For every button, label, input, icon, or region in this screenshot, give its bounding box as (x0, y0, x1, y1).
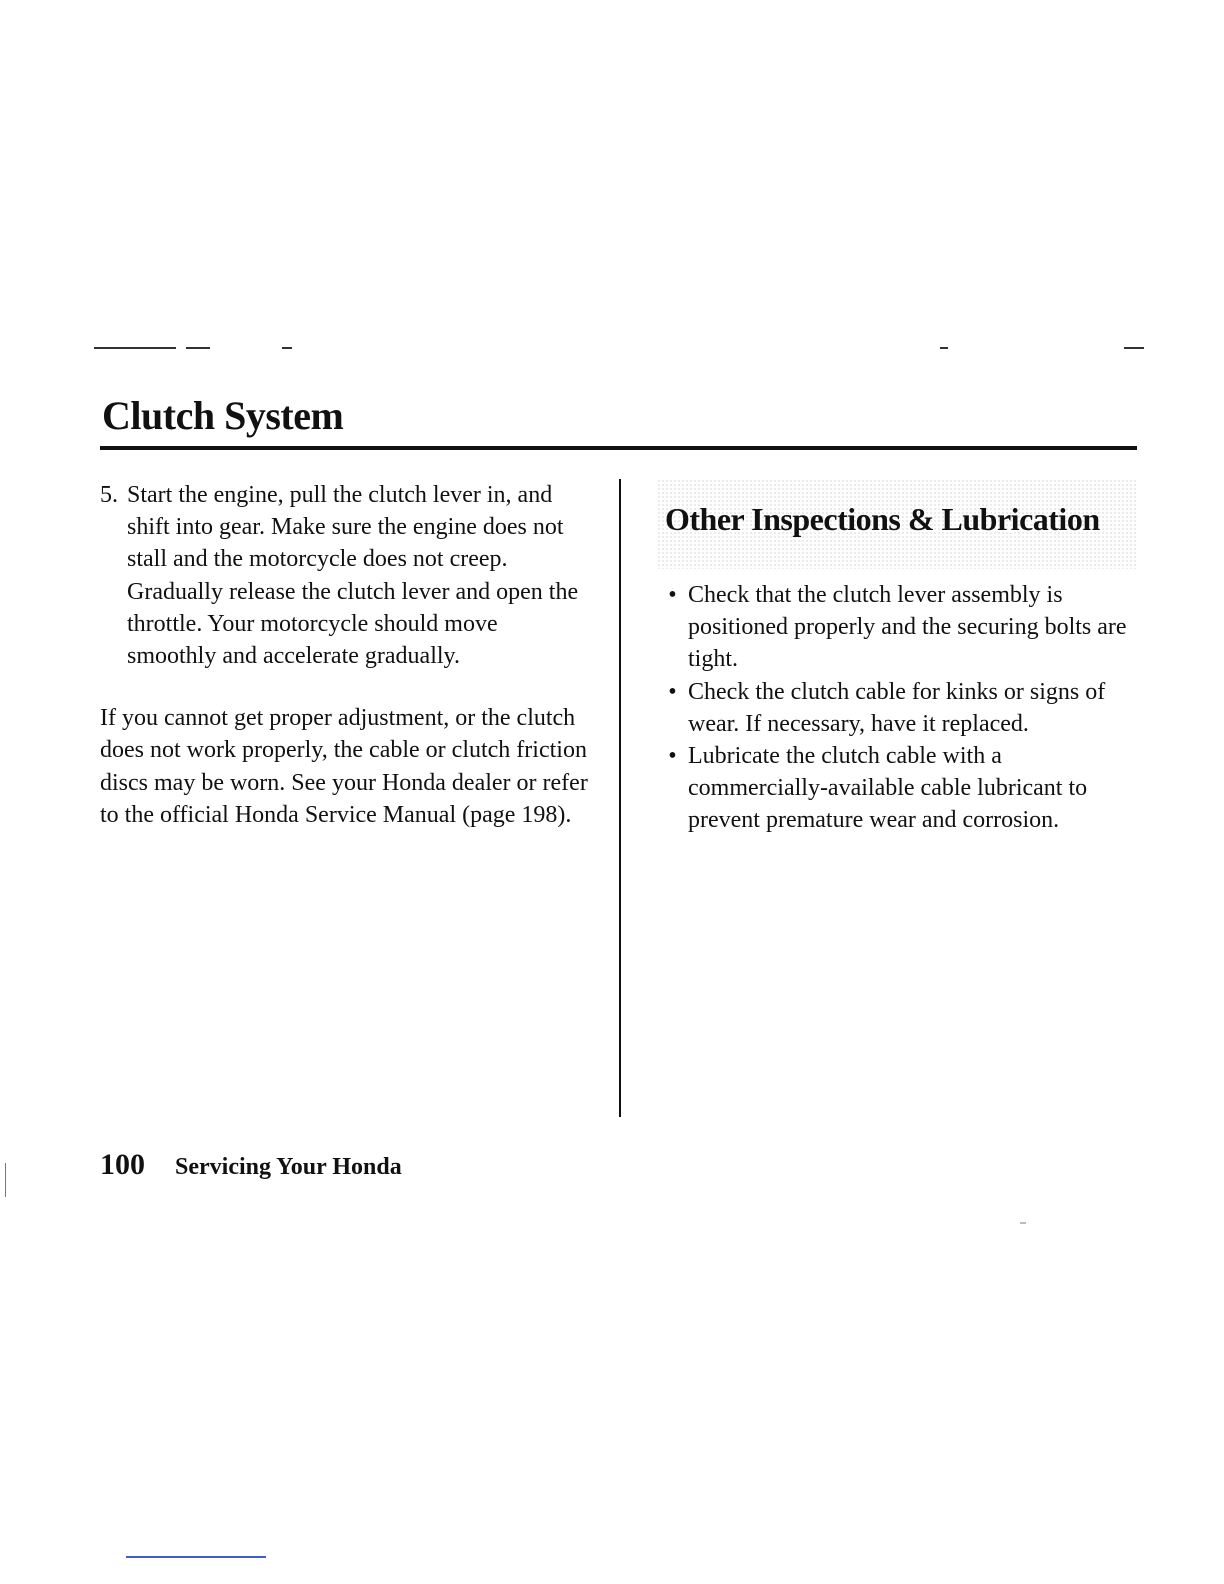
scan-mark (186, 347, 210, 349)
section-heading-band (657, 479, 1137, 569)
scan-mark (1124, 347, 1144, 349)
scan-mark (282, 347, 292, 349)
column-divider (619, 479, 621, 1117)
scan-mark (940, 347, 948, 349)
list-item (657, 740, 1137, 837)
bullet-icon: • (668, 743, 677, 770)
page-number: 100 (100, 1148, 145, 1181)
footer-section-title: Servicing Your Honda (175, 1154, 402, 1180)
left-column (100, 479, 590, 831)
right-column (657, 479, 1137, 837)
section-heading: Other Inspections & Lubrication (665, 501, 1100, 537)
bullet-icon: • (668, 582, 677, 608)
title-rule (100, 446, 1137, 450)
bottom-link-underline[interactable] (126, 1556, 266, 1558)
page-title: Clutch System (102, 393, 344, 438)
step-number: 5. (100, 482, 118, 508)
scan-mark (94, 347, 176, 349)
list-item (657, 579, 1137, 676)
scan-mark (1020, 1222, 1026, 1224)
page-footer (100, 1148, 402, 1182)
step-text: Start the engine, pull the clutch lever in, and shift into gear. Make sure the engine does not stall and the motorcycle does not creep. Gradually release the clutch lever and open the throttle. Your motorcycle should move smoothly and accelerate gradually. (127, 482, 579, 670)
list-item (657, 676, 1137, 740)
step-item (100, 479, 590, 672)
margin-mark (5, 1163, 6, 1197)
adjustment-paragraph: If you cannot get proper adjustment, or the clutch does not work properly, the cable or clutch friction discs may be worn. See your Honda dealer or refer to the official Honda Service Manual (page 198). (100, 705, 588, 828)
bullet-text: Lubricate the clutch cable with a commercially-available cable lubricant to prevent premature wear and corrosion. (688, 743, 1088, 834)
bullet-text: Check that the clutch lever assembly is positioned properly and the securing bolts are tight. (688, 582, 1127, 673)
inspection-list (657, 579, 1137, 837)
bullet-text: Check the clutch cable for kinks or signs of wear. If necessary, have it replaced. (688, 678, 1106, 737)
bullet-icon: • (668, 678, 677, 705)
